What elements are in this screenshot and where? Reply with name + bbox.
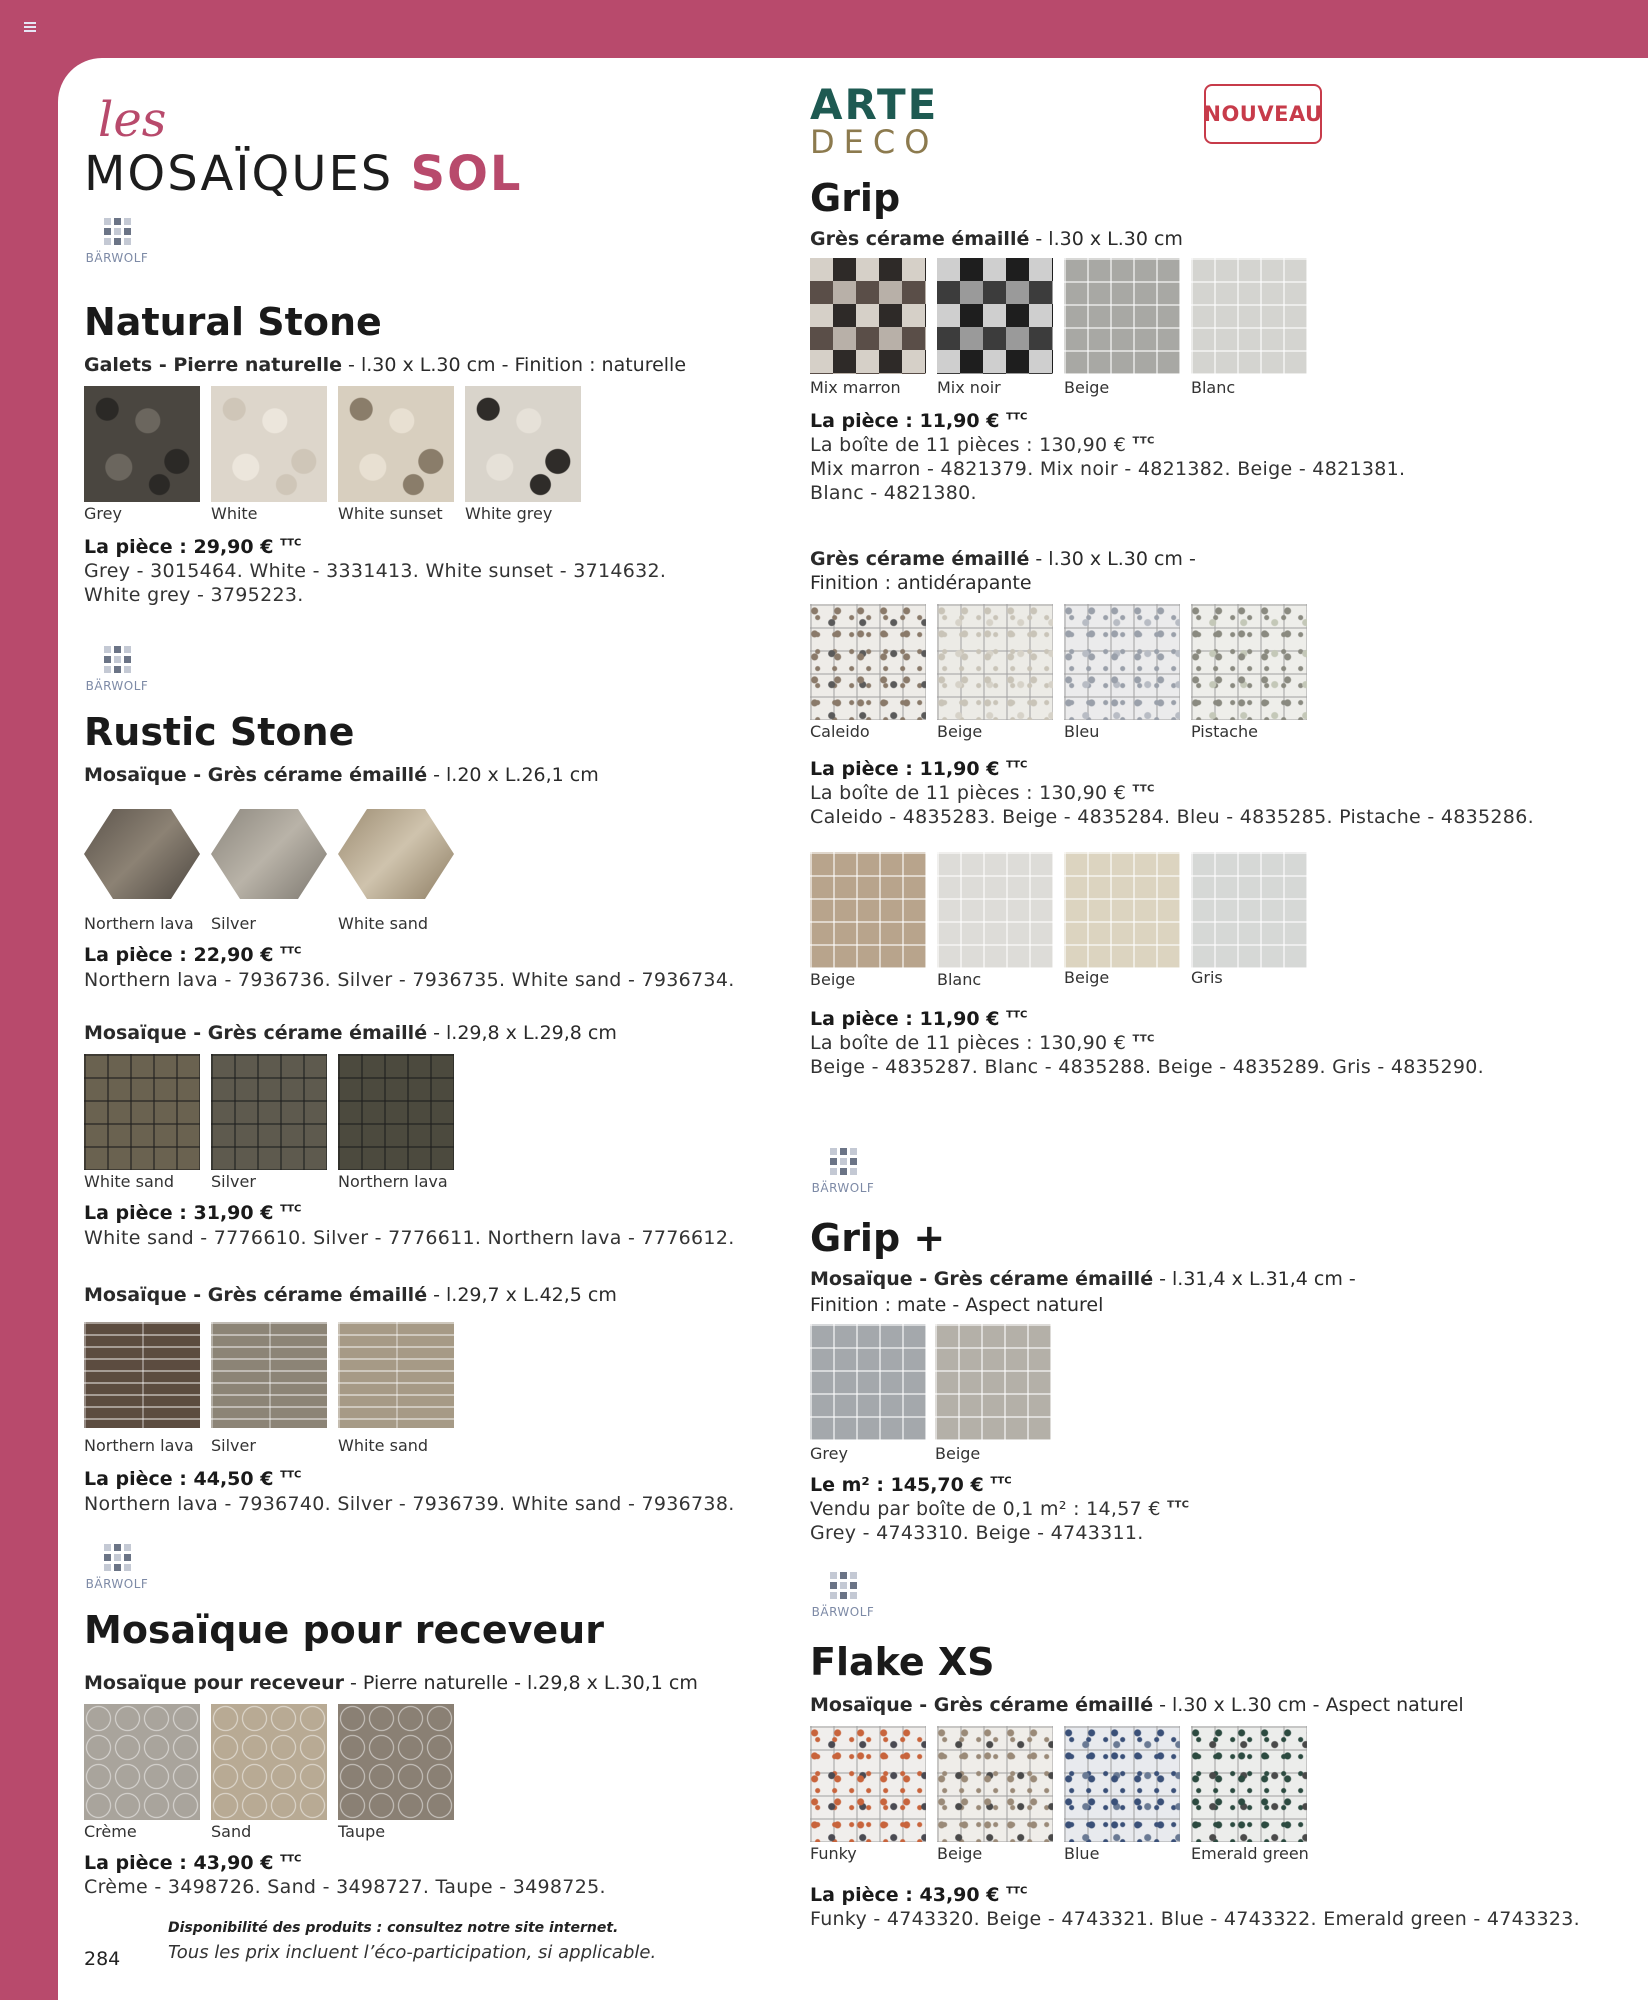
tile-label: Beige: [1064, 378, 1110, 397]
tile-label: Beige: [935, 1444, 981, 1463]
tile-label: Sand: [211, 1822, 252, 1841]
tile-label: Emerald green: [1191, 1844, 1309, 1863]
tile-silver: [211, 1322, 327, 1428]
tile-creme: [84, 1704, 200, 1820]
reference-list: Grey - 4743310. Beige - 4743311.: [810, 1522, 1144, 1544]
new-badge: NOUVEAU: [1204, 84, 1322, 144]
reference-list: Funky - 4743320. Beige - 4743321. Blue - 4743322. Emerald green - 4743323.: [810, 1908, 1580, 1930]
tile-label: White grey: [465, 504, 553, 523]
flake-subtitle: Mosaïque - Grès cérame émaillé - l.30 x L.30 cm - Aspect naturel: [810, 1694, 1464, 1716]
section-title-grip-plus: Grip +: [810, 1216, 946, 1260]
rustic-c-subtitle: Mosaïque - Grès cérame émaillé - l.29,7 x L.42,5 cm: [84, 1284, 617, 1306]
tile-emerald-green: [1191, 1726, 1307, 1842]
rustic-b-subtitle: Mosaïque - Grès cérame émaillé - l.29,8 x L.29,8 cm: [84, 1022, 617, 1044]
grip-plus-subtitle: Mosaïque - Grès cérame émaillé - l.31,4 x L.31,4 cm -: [810, 1268, 1356, 1290]
reference-list: Northern lava - 7936736. Silver - 7936735. White sand - 7936734.: [84, 969, 735, 991]
tile-beige: [1064, 852, 1180, 968]
price: La pièce : 11,90 € $^{TTC}$: [810, 758, 1028, 780]
tile-blanc: [937, 852, 1053, 968]
tile-label: Taupe: [338, 1822, 386, 1841]
section-title-grip: Grip: [810, 176, 901, 220]
tile-label: Caleido: [810, 722, 870, 741]
page-title: MOSAÏQUES SOL: [84, 146, 523, 202]
tile-label: Gris: [1191, 968, 1223, 987]
barwolf-logo: BÄRWOLF: [82, 218, 152, 265]
price: La pièce : 11,90 € $^{TTC}$: [810, 1008, 1028, 1030]
tile-label: Grey: [84, 504, 122, 523]
box-price: La boîte de 11 pièces : 130,90 € $^{TTC}$: [810, 1032, 1155, 1054]
reference-list: White sand - 7776610. Silver - 7776611. Northern lava - 7776612.: [84, 1227, 735, 1249]
tile-label: Mix marron: [810, 378, 901, 397]
grip-b-finish: Finition : antidérapante: [810, 572, 1032, 594]
tile-label: Crème: [84, 1822, 137, 1841]
tile-label: Silver: [211, 1172, 256, 1191]
price: La pièce : 43,90 € $^{TTC}$: [84, 1852, 302, 1874]
tile-label: Pistache: [1191, 722, 1258, 741]
barwolf-logo: BÄRWOLF: [82, 1544, 152, 1591]
barwolf-logo: BÄRWOLF: [82, 646, 152, 693]
barwolf-logo: BÄRWOLF: [808, 1572, 878, 1619]
barwolf-logo: BÄRWOLF: [808, 1148, 878, 1195]
tile-label: White sunset: [338, 504, 443, 523]
tile-bleu: [1064, 604, 1180, 720]
price: La pièce : 29,90 € $^{TTC}$: [84, 536, 302, 558]
tile-white-sand: [338, 1322, 454, 1428]
tile-label: Mix noir: [937, 378, 1001, 397]
prices-note: Tous les prix incluent l’éco-participation, si applicable.: [168, 1942, 657, 1963]
tile-label: White sand: [338, 914, 429, 933]
tile-label: Northern lava: [84, 914, 194, 933]
tile-label: Bleu: [1064, 722, 1100, 741]
catalog-page: [58, 58, 1648, 2000]
availability-note: Disponibilité des produits : consultez notre site internet.: [168, 1920, 619, 1936]
reference-list: Crème - 3498726. Sand - 3498727. Taupe - 3498725.: [84, 1876, 606, 1898]
tile-beige: [1064, 258, 1180, 374]
rustic-a-subtitle: Mosaïque - Grès cérame émaillé - l.20 x L.26,1 cm: [84, 764, 599, 786]
price: La pièce : 43,90 € $^{TTC}$: [810, 1884, 1028, 1906]
tile-white-sand: [338, 804, 454, 904]
tile-mix-noir: [937, 258, 1053, 374]
tile-taupe: [338, 1704, 454, 1820]
tile-label: Beige: [937, 1844, 983, 1863]
tile-northern-lava: [338, 1054, 454, 1170]
tile-northern-lava: [84, 1322, 200, 1428]
tile-label: Funky: [810, 1844, 857, 1863]
section-title-rustic-stone: Rustic Stone: [84, 710, 355, 754]
tile-label: White sand: [84, 1172, 175, 1191]
price: La pièce : 11,90 € $^{TTC}$: [810, 410, 1028, 432]
grip-b-subtitle: Grès cérame émaillé - l.30 x L.30 cm -: [810, 548, 1196, 570]
page-number: 284: [84, 1948, 121, 1970]
tile-beige: [937, 1726, 1053, 1842]
tile-label: Silver: [211, 914, 256, 933]
box-price: La boîte de 11 pièces : 130,90 € $^{TTC}$: [810, 434, 1155, 456]
tile-pistache: [1191, 604, 1307, 720]
tile-label: White sand: [338, 1436, 429, 1455]
menu-icon[interactable]: [24, 22, 36, 34]
tile-beige: [810, 852, 926, 968]
price: Le m² : 145,70 € $^{TTC}$: [810, 1474, 1012, 1496]
tile-white-sunset: [338, 386, 454, 502]
receveur-subtitle: Mosaïque pour receveur - Pierre naturelle - l.29,8 x L.30,1 cm: [84, 1672, 698, 1694]
tile-silver: [211, 1054, 327, 1170]
tile-beige: [937, 604, 1053, 720]
tile-white-grey: [465, 386, 581, 502]
tile-white: [211, 386, 327, 502]
reference-list: Beige - 4835287. Blanc - 4835288. Beige - 4835289. Gris - 4835290.: [810, 1056, 1484, 1078]
tile-beige: [935, 1324, 1051, 1440]
tile-label: White: [211, 504, 258, 523]
tile-label: Silver: [211, 1436, 256, 1455]
reference-list: Mix marron - 4821379. Mix noir - 4821382. Beige - 4821381.: [810, 458, 1406, 480]
arte-deco-logo: ARTE DECO: [810, 80, 939, 161]
price: La pièce : 44,50 € $^{TTC}$: [84, 1468, 302, 1490]
tile-silver: [211, 804, 327, 904]
box-price: Vendu par boîte de 0,1 m² : 14,57 € $^{TTC}$: [810, 1498, 1190, 1520]
title-script: les: [98, 92, 167, 148]
grip-plus-finish: Finition : mate - Aspect naturel: [810, 1294, 1104, 1316]
section-title-natural-stone: Natural Stone: [84, 300, 382, 344]
tile-white-sand: [84, 1054, 200, 1170]
tile-grey: [810, 1324, 926, 1440]
tile-label: Blue: [1064, 1844, 1100, 1863]
tile-blanc: [1191, 258, 1307, 374]
tile-sand: [211, 1704, 327, 1820]
reference-list: Northern lava - 7936740. Silver - 7936739. White sand - 7936738.: [84, 1493, 735, 1515]
tile-label: Beige: [937, 722, 983, 741]
reference-list: Caleido - 4835283. Beige - 4835284. Bleu - 4835285. Pistache - 4835286.: [810, 806, 1534, 828]
reference-list: Blanc - 4821380.: [810, 482, 977, 504]
tile-northern-lava: [84, 804, 200, 904]
section-title-flake-xs: Flake XS: [810, 1640, 995, 1684]
reference-list: White grey - 3795223.: [84, 584, 304, 606]
tile-label: Blanc: [1191, 378, 1236, 397]
grip-a-subtitle: Grès cérame émaillé - l.30 x L.30 cm: [810, 228, 1183, 250]
tile-label: Northern lava: [338, 1172, 448, 1191]
tile-label: Northern lava: [84, 1436, 194, 1455]
tile-label: Beige: [1064, 968, 1110, 987]
price: La pièce : 22,90 € $^{TTC}$: [84, 944, 302, 966]
tile-label: Grey: [810, 1444, 848, 1463]
price: La pièce : 31,90 € $^{TTC}$: [84, 1202, 302, 1224]
tile-gris: [1191, 852, 1307, 968]
tile-blue: [1064, 1726, 1180, 1842]
section-title-receveur: Mosaïque pour receveur: [84, 1608, 604, 1652]
box-price: La boîte de 11 pièces : 130,90 € $^{TTC}$: [810, 782, 1155, 804]
tile-label: Beige: [810, 970, 856, 989]
tile-grey: [84, 386, 200, 502]
tile-caleido: [810, 604, 926, 720]
tile-label: Blanc: [937, 970, 982, 989]
natural-stone-subtitle: Galets - Pierre naturelle - l.30 x L.30 cm - Finition : naturelle: [84, 354, 687, 376]
reference-list: Grey - 3015464. White - 3331413. White sunset - 3714632.: [84, 560, 667, 582]
tile-funky: [810, 1726, 926, 1842]
tile-mix-marron: [810, 258, 926, 374]
